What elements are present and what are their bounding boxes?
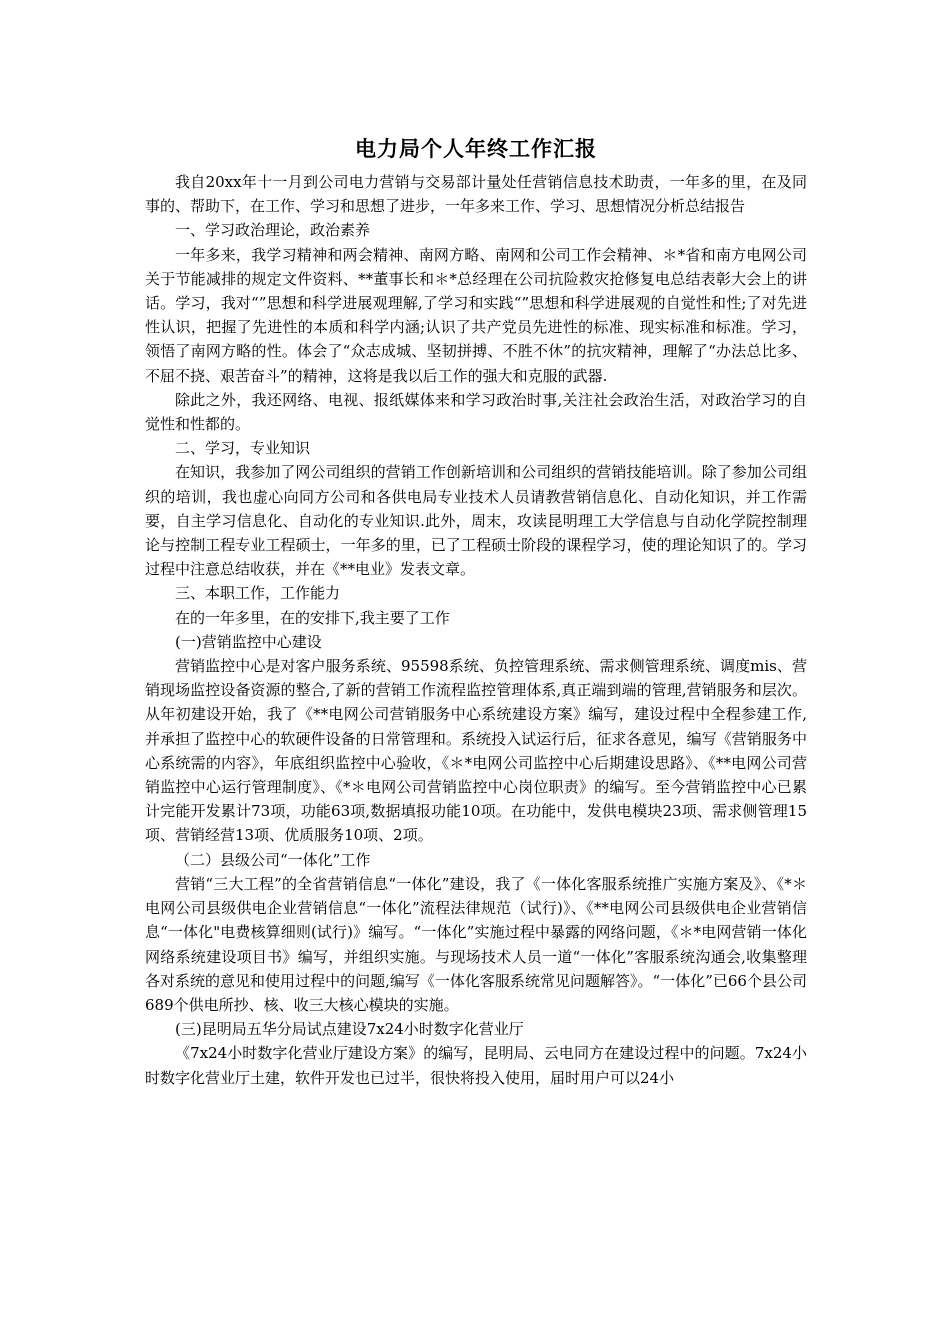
- paragraph-professional-knowledge: 在知识，我参加了网公司组织的营销工作创新培训和公司组织的营销技能培训。除了参加公司组织的培训，我也虚心向同方公司和各供电局专业技术人员请教营销信息化、自动化知识，并工作需要，自主学习信息化、自动化的专业知识.此外，周末，攻读昆明理工大学信息与自动化学院控制理论与控制工程专业工程硕士，一年多的里，已了工程硕士阶段的课程学习，使的理论知识了的。学习过程中注意总结收获，并在《**电业》发表文章。: [145, 463, 807, 579]
- subsection-heading-2: （二）县级公司“一体化”工作: [175, 850, 371, 869]
- section-heading-3: 三、本职工作，工作能力: [175, 584, 341, 603]
- subsection-heading-1: (一)营销监控中心建设: [175, 632, 322, 651]
- paragraph-current-affairs: 除此之外，我还网络、电视、报纸媒体来和学习政治时事,关注社会政治生活，对政治学习的自觉性和性都的。: [145, 390, 807, 434]
- paragraph-monitoring-center: 营销监控中心是对客户服务系统、95598系统、负控管理系统、需求侧管理系统、调度mis、营销现场监控设备资源的整合,了新的营销工作流程监控管理体系,真正端到端的管理,营销服务和层次。从年初建设开始，我了《**电网公司营销服务中心系统建设方案》编写，建设过程中全程参建工作,并承担了监控中心的软硬件设备的日常管理和。系统投入试运行后，征求各意见，编写《营销服务中心系统需的内容》，年底组织监控中心验收，《＊*电网公司监控中心后期建设思路》、《**电网公司营销监控中心运行管理制度》、《*＊电网公司营销监控中心岗位职责》的编写。至今营销监控中心已累计完能开发累计73项，功能63项,数据填报功能10项。在功能中，发供电模块23项、需求侧管理15项、营销经营13项、优质服务10项、2项。: [145, 657, 807, 845]
- document-page: [145, 132, 807, 1090]
- paragraph-intro: 我自20xx年十一月到公司电力营销与交易部计量处任营销信息技术助责，一年多的里，在及同事的、帮助下，在工作、学习和思想了进步，一年多来工作、学习、思想情况分析总结报告: [145, 173, 807, 216]
- section-heading-1: 一、学习政治理论，政治素养: [175, 221, 371, 240]
- paragraph-work-intro: 在的一年多里，在的安排下,我主要了工作: [175, 608, 450, 627]
- paragraph-integration: 营销“三大工程”的全省营销信息“一体化”建设，我了《一体化客服系统推广实施方案及》、《*＊电网公司县级供电企业营销信息“一体化”流程法律规范（试行)》、《**电网公司县级供电企业营销信息“一体化"电费核算细则(试行)》编写。“一体化”实施过程中暴露的网络问题，《＊*电网营销一体化网络系统建设项目书》编写，并组织实施。与现场技术人员一道“一体化”客服系统沟通会,收集整理各对系统的意见和使用过程中的问题,编写《一体化客服系统常见问题解答》。“一体化”已66个县公司689个供电所抄、核、收三大核心模块的实施。: [145, 874, 807, 1014]
- paragraph-political-study: 一年多来，我学习精神和两会精神、南网方略、南网和公司工作会精神、＊*省和南方电网公司关于节能减排的规定文件资料、**董事长和＊*总经理在公司抗险救灾抢修复电总结表彰大会上的讲话。学习，我对“”思想和科学进展观理解,了学习和实践“”思想和科学进展观的自觉性和性;了对先进性认识，把握了先进性的本质和科学内涵;认识了共产党员先进性的标准、现实标准和标准。学习，领悟了南网方略的性。体会了“众志成城、坚韧拼搏、不胜不休”的抗灾精神，理解了“办法总比多、不屈不挠、艰苦奋斗”的精神，这将是我以后工作的强大和克服的武器.: [145, 245, 807, 385]
- subsection-heading-3: (三)昆明局五华分局试点建设7x24小时数字化营业厅: [175, 1020, 524, 1039]
- paragraph-digital-hall: 《7x24小时数字化营业厅建设方案》的编写，昆明局、云电同方在建设过程中的问题。7x24小时数字化营业厅土建，软件开发也已过半，很快将投入使用，届时用户可以24小: [145, 1044, 807, 1087]
- document-title: 电力局个人年终工作汇报: [355, 137, 597, 161]
- section-heading-2: 二、学习，专业知识: [175, 439, 311, 458]
